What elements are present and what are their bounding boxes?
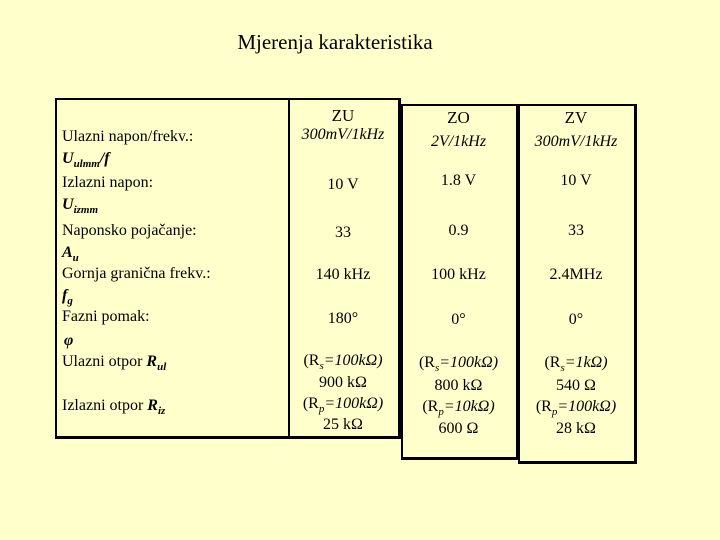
- zo-header: ZO: [447, 108, 470, 127]
- label-ulazni-otpor: Ulazni otpor $R_{ul}$: [62, 353, 167, 373]
- zu-input: 300mV/1kHz: [301, 126, 385, 143]
- symbol-fazni-pomak: φ: [64, 332, 74, 349]
- zo-phase: 0°: [451, 311, 466, 328]
- zu-rout-condition: $(R_p=100k\Omega)$: [302, 395, 384, 415]
- zu-fg: 140 kHz: [315, 266, 371, 283]
- zv-rin-value: 540 Ω: [556, 377, 596, 394]
- zu-rin-condition: $(R_s=100k\Omega)$: [303, 352, 383, 372]
- symbol-gornja-frekv: $f_g$: [62, 287, 73, 307]
- zo-input: 2V/1kHz: [430, 133, 487, 150]
- symbol-pojacanje: $A_u$: [62, 244, 79, 264]
- zu-header: ZU: [331, 106, 355, 125]
- zv-phase: 0°: [568, 311, 584, 328]
- page-title: Mjerenja karakteristika: [237, 30, 433, 54]
- zv-rout-condition: $(R_p=100k\Omega)$: [535, 398, 617, 418]
- zo-rin-value: 800 kΩ: [434, 377, 483, 394]
- zv-rout-value: 28 kΩ: [556, 420, 596, 437]
- zu-rin-value: 900 kΩ: [319, 374, 367, 391]
- zu-rout-value: 25 kΩ: [323, 416, 363, 433]
- zo-fg: 100 kHz: [431, 266, 486, 283]
- zv-rin-condition: $(R_s=1k\Omega)$: [544, 354, 608, 374]
- zo-uout: 1.8 V: [440, 172, 477, 189]
- zo-rout-condition: $(R_p=10k\Omega)$: [422, 398, 495, 418]
- label-fazni-pomak: Fazni pomak:: [62, 308, 150, 325]
- symbol-ulazni-napon: $U_{ulmm}/f$: [62, 150, 110, 170]
- zu-phase: 180°: [327, 310, 359, 327]
- zv-gain: 33: [568, 222, 584, 239]
- zu-uout: 10 V: [327, 176, 359, 193]
- label-ulazni-napon: Ulazni napon/frekv.:: [62, 128, 194, 145]
- label-izlazni-napon: Izlazni napon:: [62, 174, 154, 191]
- zo-rout-value: 600 Ω: [438, 420, 479, 437]
- label-pojacanje: Naponsko pojačanje:: [62, 222, 197, 239]
- zo-gain: 0.9: [448, 222, 469, 239]
- zo-rin-condition: $(R_s=100k\Omega)$: [418, 354, 499, 374]
- zv-fg: 2.4MHz: [549, 266, 603, 283]
- zv-header: ZV: [564, 108, 588, 127]
- zu-gain: 33: [335, 224, 351, 241]
- symbol-izlazni-napon: $U_{izmm}$: [62, 196, 99, 216]
- zv-input: 300mV/1kHz: [534, 133, 618, 150]
- label-izlazni-otpor: Izlazni otpor $R_{iz}$: [62, 397, 166, 417]
- label-gornja-frekv: Gornja granična frekv.:: [62, 265, 211, 282]
- zv-uout: 10 V: [560, 172, 592, 189]
